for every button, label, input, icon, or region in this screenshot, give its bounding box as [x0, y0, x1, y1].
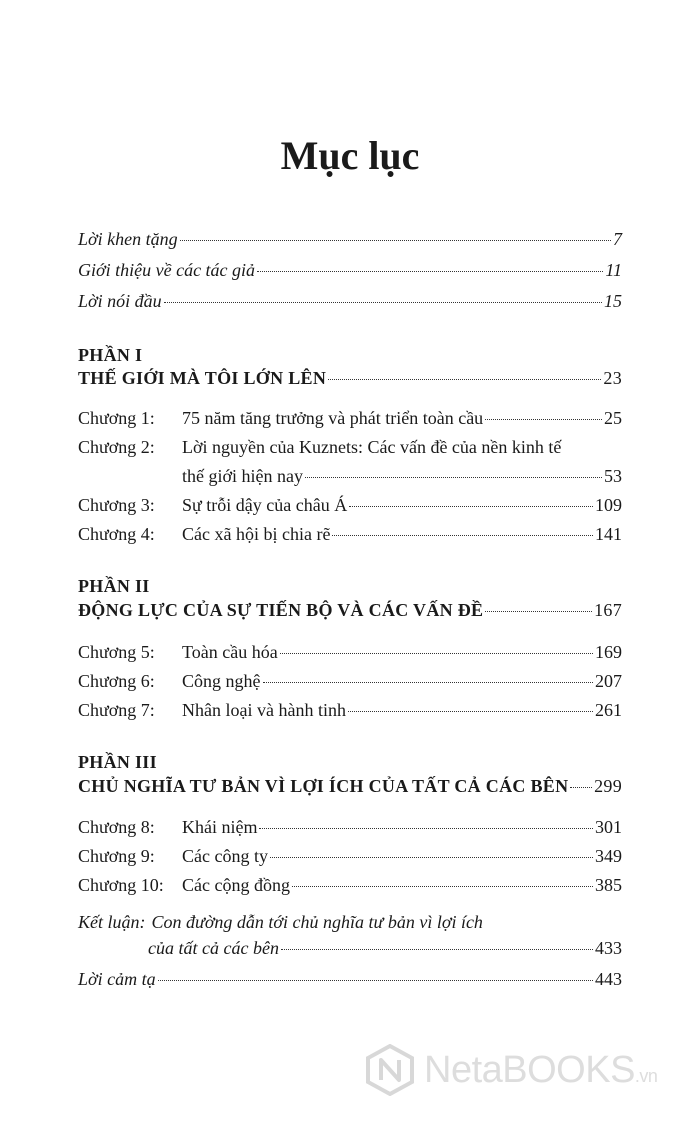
conclusion-title: Con đường dẫn tới chủ nghĩa tư bản vì lợi ích	[151, 912, 483, 932]
chapter-2-continuation[interactable]	[182, 466, 622, 492]
chapter-title: Sự trỗi dậy của châu Á	[182, 495, 348, 515]
chapter-label: Chương 7:	[78, 700, 155, 720]
entry-page: 169	[595, 642, 622, 662]
chapter-7-row[interactable]	[78, 700, 622, 726]
part-1-title-row[interactable]	[78, 368, 622, 394]
dot-leader	[281, 949, 593, 950]
entry-page: 23	[603, 368, 622, 388]
entry-page: 25	[604, 408, 622, 428]
entry-title: Lời nói đầu	[78, 291, 162, 311]
entry-page: 207	[595, 671, 622, 691]
dot-leader	[280, 653, 593, 654]
entry-page: 109	[595, 495, 622, 515]
chapter-9-row[interactable]	[78, 846, 622, 872]
chapter-label: Chương 1:	[78, 408, 155, 428]
entry-page: 443	[595, 969, 622, 989]
entry-page: 167	[594, 600, 622, 620]
dot-leader	[349, 506, 593, 507]
chapter-label: Chương 9:	[78, 846, 155, 866]
entry-page: 53	[604, 466, 622, 486]
dot-leader	[292, 886, 593, 887]
chapter-title: Toàn cầu hóa	[182, 642, 278, 662]
chapter-4-row[interactable]	[78, 524, 622, 550]
dot-leader	[263, 682, 594, 683]
entry-page: 385	[595, 875, 622, 895]
toc-entry-authors[interactable]	[78, 260, 622, 286]
page-title: Mục lục	[280, 133, 420, 178]
chapter-10-row[interactable]	[78, 875, 622, 901]
netabooks-logo-icon	[364, 1044, 416, 1096]
chapter-label: Chương 10:	[78, 875, 164, 895]
entry-page: 7	[613, 229, 622, 249]
dot-leader	[270, 857, 593, 858]
entry-page: 141	[595, 524, 622, 544]
dot-leader	[257, 271, 603, 272]
dot-leader	[328, 379, 601, 380]
watermark-text	[424, 1049, 657, 1092]
chapter-title: Các xã hội bị chia rẽ	[182, 524, 331, 544]
entry-page: 15	[604, 291, 622, 311]
chapter-5-row[interactable]	[78, 642, 622, 668]
entry-page: 299	[594, 776, 622, 796]
chapter-title: Nhân loại và hành tinh	[182, 700, 346, 720]
part-title: CHỦ NGHĨA TƯ BẢN VÌ LỢI ÍCH CỦA TẤT CẢ CÁC BÊN	[78, 776, 569, 796]
part-2-label: PHẦN II	[78, 576, 150, 596]
entry-page: 349	[595, 846, 622, 866]
part-2-title-row[interactable]	[78, 600, 622, 626]
chapter-label: Chương 6:	[78, 671, 155, 691]
dot-leader	[305, 477, 602, 478]
chapter-title-cont: thế giới hiện nay	[182, 466, 303, 486]
part-title: ĐỘNG LỰC CỦA SỰ TIẾN BỘ VÀ CÁC VẤN ĐỀ	[78, 600, 484, 620]
chapter-6-row[interactable]	[78, 671, 622, 697]
toc-entry-preface[interactable]	[78, 291, 622, 317]
watermark	[364, 1044, 657, 1096]
dot-leader	[485, 419, 602, 420]
toc-entry-praise[interactable]	[78, 229, 622, 255]
chapter-label: Chương 4:	[78, 524, 155, 544]
entry-page: 433	[595, 938, 622, 958]
chapter-3-row[interactable]	[78, 495, 622, 521]
dot-leader	[485, 611, 592, 612]
entry-page: 301	[595, 817, 622, 837]
entry-page: 11	[605, 260, 622, 280]
dot-leader	[332, 535, 593, 536]
chapter-title: 75 năm tăng trưởng và phát triển toàn cầu	[182, 408, 484, 428]
chapter-1-row[interactable]	[78, 408, 622, 434]
chapter-label: Chương 5:	[78, 642, 155, 662]
chapter-title: Các công ty	[182, 846, 268, 866]
part-title: THẾ GIỚI MÀ TÔI LỚN LÊN	[78, 368, 327, 388]
conclusion-continuation[interactable]	[148, 938, 622, 964]
entry-title: Giới thiệu về các tác giả	[78, 260, 256, 280]
toc-entry-conclusion[interactable]	[78, 912, 622, 938]
toc-entry-acknowledgements[interactable]	[78, 969, 622, 995]
chapter-label: Chương 3:	[78, 495, 155, 515]
chapter-label: Chương 8:	[78, 817, 155, 837]
conclusion-label: Kết luận:	[78, 912, 146, 932]
dot-leader	[158, 980, 593, 981]
watermark-tld: .vn	[634, 1065, 658, 1086]
chapter-2-row[interactable]	[78, 437, 622, 463]
part-3-title-row[interactable]	[78, 776, 622, 802]
dot-leader	[259, 828, 593, 829]
chapter-8-row[interactable]	[78, 817, 622, 843]
chapter-title: Công nghệ	[182, 671, 261, 691]
part-3-label: PHẦN III	[78, 752, 157, 772]
chapter-label: Chương 2:	[78, 437, 155, 457]
dot-leader	[570, 787, 592, 788]
chapter-title: Khái niệm	[182, 817, 258, 837]
watermark-brand: NetaBOOKS	[424, 1048, 635, 1091]
conclusion-title-cont: của tất cả các bên	[148, 938, 279, 958]
dot-leader	[164, 302, 602, 303]
chapter-title: Các cộng đồng	[182, 875, 290, 895]
entry-title: Lời khen tặng	[78, 229, 178, 249]
chapter-title: Lời nguyền của Kuznets: Các vấn đề của nền kinh tế	[182, 437, 562, 457]
entry-page: 261	[595, 700, 622, 720]
dot-leader	[348, 711, 593, 712]
entry-title: Lời cảm tạ	[78, 969, 156, 989]
dot-leader	[180, 240, 611, 241]
part-1-label: PHẦN I	[78, 345, 143, 365]
